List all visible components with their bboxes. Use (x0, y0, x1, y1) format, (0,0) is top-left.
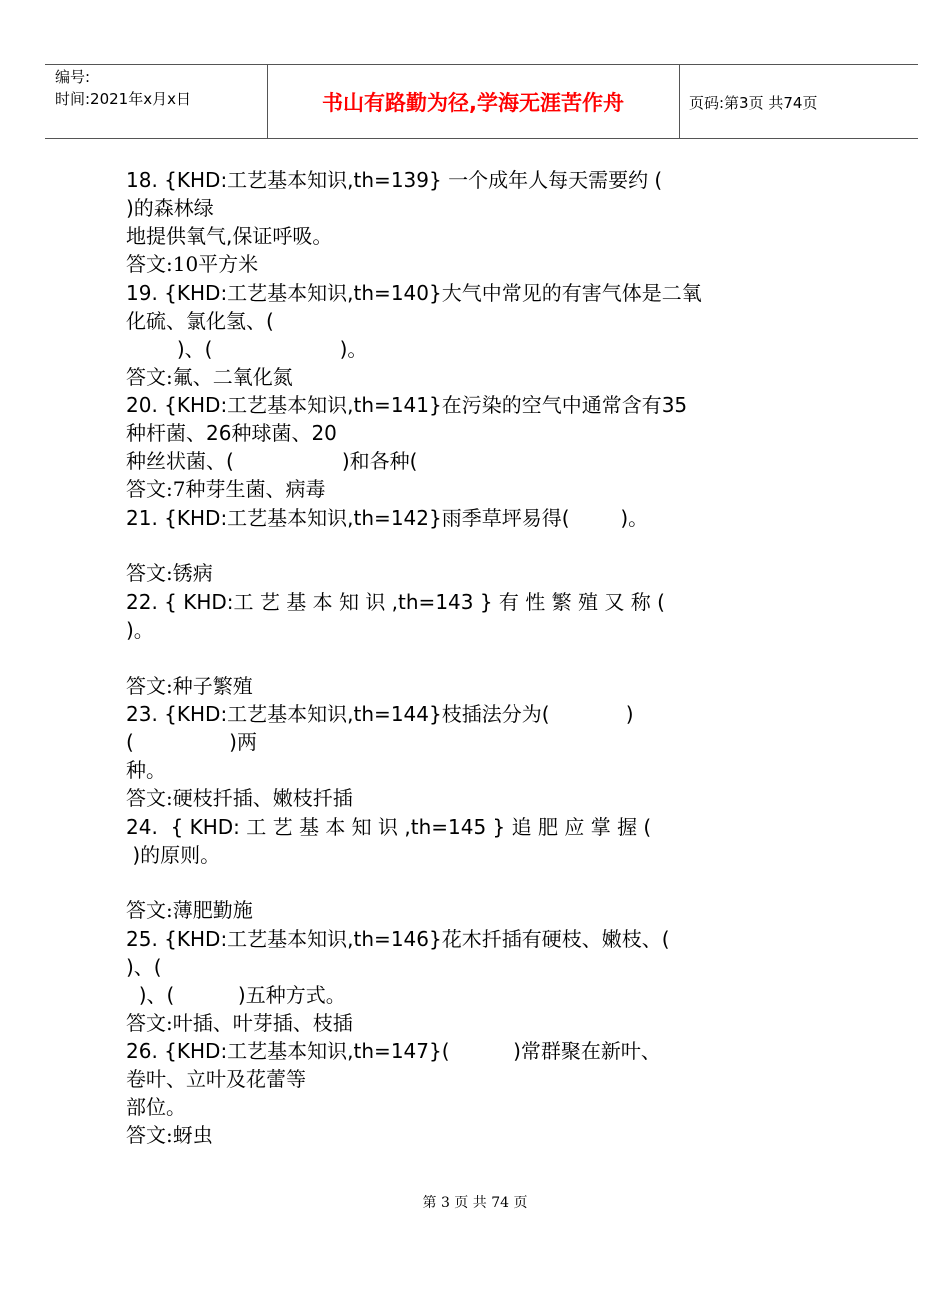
q22-line1: 22. { KHD:工 艺 基 本 知 识 ,th=143 } 有 性 繁 殖 又 称 ( (126, 590, 665, 614)
q18-answer: 答文:10平方米 (126, 252, 259, 276)
q18-line1: 18. {KHD:工艺基本知识,th=139} 一个成年人每天需要约 ( (126, 168, 663, 192)
q19-line3: )、( )。 (126, 337, 368, 361)
q26-line1: 26. {KHD:工艺基本知识,th=147}( )常群聚在新叶、 (126, 1039, 661, 1063)
q18-line3: 地提供氧气,保证呼吸。 (126, 224, 333, 248)
q20-answer: 答文:7种芽生菌、病毒 (126, 477, 326, 501)
header-bottom-rule (45, 138, 918, 139)
q20-line3: 种丝状菌、( )和各种( (126, 449, 418, 473)
page-footer: 第 3 页 共 74 页 (422, 1195, 528, 1211)
q23-answer: 答文:硬枝扦插、嫩枝扦插 (126, 786, 353, 810)
header-page-info: 页码:第3页 共74页 (689, 94, 818, 112)
q26-answer: 答文:蚜虫 (126, 1123, 213, 1147)
q24-line2: )的原则。 (126, 843, 221, 867)
q24-answer: 答文:薄肥勤施 (126, 898, 253, 922)
header-motto: 书山有路勤为径,学海无涯苦作舟 (322, 91, 624, 115)
q19-line2: 化硫、氯化氢、( (126, 309, 274, 333)
q18-line2: )的森林绿 (126, 196, 214, 220)
q25-line1: 25. {KHD:工艺基本知识,th=146}花木扦插有硬枝、嫩枝、( (126, 927, 670, 951)
q22-answer: 答文:种子繁殖 (126, 674, 253, 698)
q23-line3: 种。 (126, 758, 166, 782)
q21-line1: 21. {KHD:工艺基本知识,th=142}雨季草坪易得( )。 (126, 506, 649, 530)
doc-number-label: 编号: (55, 68, 91, 86)
q25-line3: )、( )五种方式。 (126, 983, 346, 1007)
q25-answer: 答文:叶插、叶芽插、枝插 (126, 1011, 353, 1035)
q24-line1: 24. { KHD: 工 艺 基 本 知 识 ,th=145 } 追 肥 应 掌 握 ( (126, 815, 652, 839)
q23-line1: 23. {KHD:工艺基本知识,th=144}枝插法分为( ) (126, 702, 634, 726)
q20-line1: 20. {KHD:工艺基本知识,th=141}在污染的空气中通常含有35 (126, 393, 688, 417)
q25-line2: )、( (126, 955, 162, 979)
q23-line2: ( )两 (126, 730, 257, 754)
q26-line3: 部位。 (126, 1095, 186, 1119)
header-top-rule (45, 64, 918, 65)
header-divider-right (679, 64, 680, 139)
q26-line2: 卷叶、立叶及花蕾等 (126, 1067, 306, 1091)
doc-date: 时间:2021年x月x日 (55, 90, 191, 108)
q19-line1: 19. {KHD:工艺基本知识,th=140}大气中常见的有害气体是二氧 (126, 281, 702, 305)
q19-answer: 答文:氟、二氧化氮 (126, 365, 293, 389)
q20-line2: 种杆菌、26种球菌、20 (126, 421, 337, 445)
q21-answer: 答文:锈病 (126, 561, 213, 585)
q22-line2: )。 (126, 618, 154, 642)
